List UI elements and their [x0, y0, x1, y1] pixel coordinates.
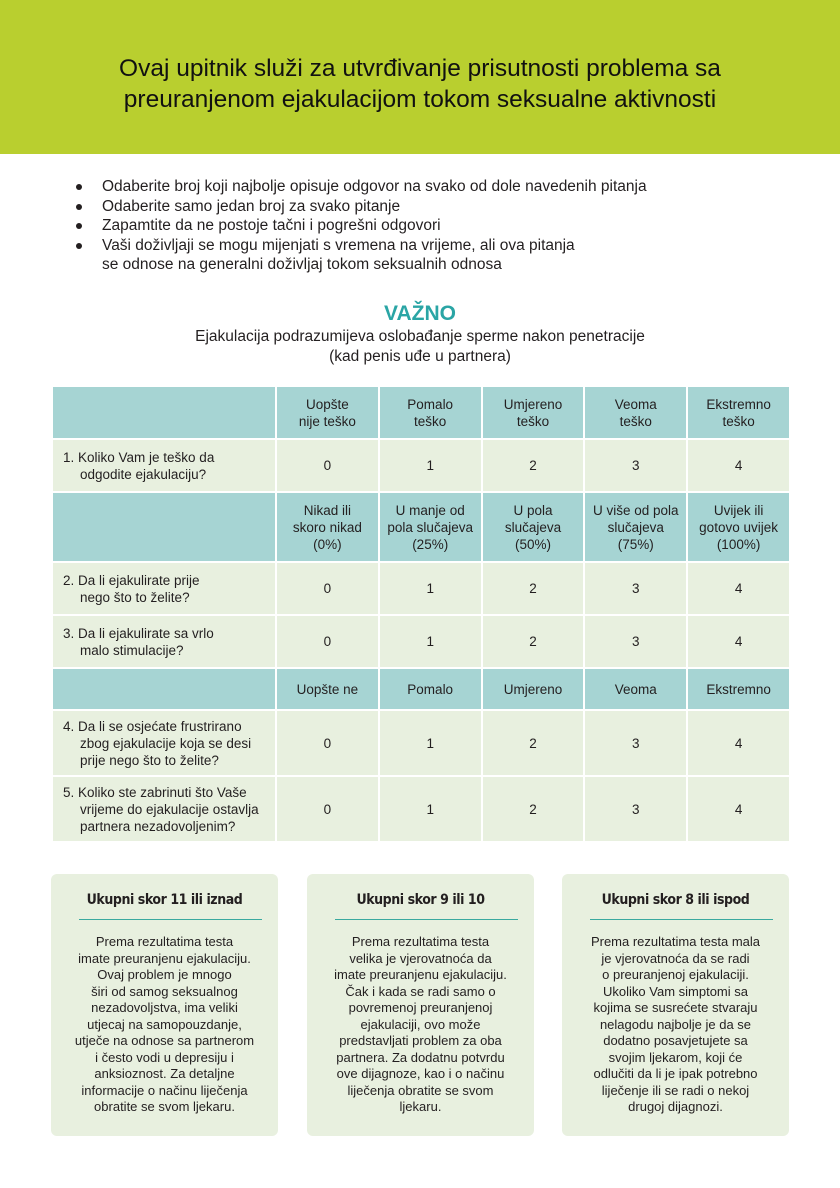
card-line: Čak i kada se radi samo o	[345, 983, 496, 999]
question-line: 2. Da li ejakulirate prije	[63, 572, 200, 588]
header-line: teško	[722, 413, 755, 429]
answer-option-header: Uopšte ne	[276, 668, 379, 710]
card-line: liječenja obratite se svom	[347, 1082, 494, 1098]
question-line: vrijeme do ejakulacije ostavlja	[80, 801, 259, 817]
instructions-list	[76, 177, 756, 275]
header-line: U manje od	[395, 502, 465, 518]
instruction-item	[76, 177, 756, 197]
question-row	[52, 776, 790, 842]
questionnaire-table	[51, 385, 791, 843]
card-line: je vjerovatnoća da se radi	[601, 950, 750, 966]
answer-header-row	[52, 386, 790, 439]
answer-option-header	[482, 492, 585, 562]
card-text	[321, 934, 520, 1116]
bullet-icon	[76, 204, 82, 210]
score-option[interactable]: 2	[482, 615, 585, 668]
header-line: Uvijek ili	[713, 502, 764, 518]
question-text	[52, 562, 276, 615]
score-option[interactable]: 2	[482, 710, 585, 776]
card-line: utječe na odnose sa partnerom	[74, 1033, 255, 1048]
question-line: malo stimulacije?	[80, 642, 184, 658]
score-option[interactable]: 4	[687, 562, 790, 615]
answer-option-header	[584, 386, 687, 439]
instruction-item	[76, 236, 756, 275]
header-line: Umjereno	[503, 396, 563, 412]
question-row	[52, 615, 790, 668]
question-line: zbog ejakulacije koja se desi	[80, 735, 252, 751]
answer-option-header	[584, 492, 687, 562]
header-line: slučajeva	[607, 519, 664, 535]
score-option[interactable]: 0	[276, 562, 379, 615]
question-text	[52, 439, 276, 492]
score-option[interactable]: 3	[584, 776, 687, 842]
score-option[interactable]: 0	[276, 710, 379, 776]
card-line: odlučiti da li je ipak potrebno	[593, 1066, 758, 1081]
header-line: skoro nikad	[292, 519, 362, 535]
instruction-text: Zapamtite da ne postoje tačni i pogrešni odgovori	[102, 217, 441, 234]
question-line: 5. Koliko ste zabrinuti što Vaše	[63, 784, 247, 800]
card-divider	[590, 919, 773, 920]
header-line: Uopšte	[306, 396, 349, 412]
answer-header-row	[52, 668, 790, 710]
card-line: Prema rezultatima testa	[351, 934, 490, 949]
header-line: (0%)	[313, 536, 342, 552]
question-row	[52, 562, 790, 615]
score-option[interactable]: 0	[276, 615, 379, 668]
card-line: utjecaj na samopouzdanje,	[87, 1016, 242, 1032]
card-title: Ukupni skor 9 ili 10	[356, 892, 485, 908]
question-line: nego što to želite?	[80, 589, 190, 605]
answer-option-header	[379, 386, 482, 439]
question-text	[52, 776, 276, 842]
header-line: (50%)	[514, 536, 551, 552]
card-line: Ukoliko Vam simptomi sa	[603, 983, 748, 999]
header-line: Ekstremno	[706, 396, 771, 412]
score-option[interactable]: 3	[584, 562, 687, 615]
card-divider	[79, 919, 262, 920]
important-line: Ejakulacija podrazumijeva oslobađanje sperme nakon penetracije	[195, 328, 645, 345]
answer-option-header: Veoma	[584, 668, 687, 710]
header-empty-cell	[52, 492, 276, 562]
instruction-item	[76, 216, 756, 236]
card-line: i često vodi u depresiju i	[95, 1049, 234, 1065]
score-option[interactable]: 4	[687, 776, 790, 842]
header-line: U pola	[513, 502, 553, 518]
header-line: (75%)	[617, 536, 654, 552]
header-line: Pomalo	[407, 396, 454, 412]
score-option[interactable]: 4	[687, 615, 790, 668]
header-banner	[0, 0, 840, 154]
score-option[interactable]: 0	[276, 776, 379, 842]
answer-option-header	[276, 492, 379, 562]
score-option[interactable]: 1	[379, 615, 482, 668]
score-card-medium	[307, 874, 534, 1136]
header-line: slučajeva	[504, 519, 562, 535]
answer-option-header	[482, 386, 585, 439]
header-line: teško	[619, 413, 652, 429]
bullet-icon	[76, 243, 82, 249]
card-line: ejakulaciji, ovo može	[360, 1016, 481, 1032]
card-line: partnera. Za dodatnu potvrdu	[336, 1049, 505, 1065]
card-text	[576, 934, 775, 1116]
bullet-icon	[76, 223, 82, 229]
question-row	[52, 439, 790, 492]
score-option[interactable]: 1	[379, 562, 482, 615]
answer-option-header: Pomalo	[379, 668, 482, 710]
card-line: predstavljati problem za oba	[339, 1033, 502, 1048]
card-divider	[335, 919, 518, 920]
score-option[interactable]: 3	[584, 439, 687, 492]
card-line: imate preuranjenu ejakulaciju.	[78, 950, 251, 966]
header-line: (25%)	[412, 536, 449, 552]
header-empty-cell	[52, 668, 276, 710]
title-line: preuranjenom ejakulacijom tokom seksualne aktivnosti	[123, 86, 717, 113]
important-note	[0, 327, 840, 366]
instruction-item	[76, 197, 756, 217]
title-line: Ovaj upitnik služi za utvrđivanje prisutnosti problema sa	[119, 55, 721, 82]
question-line: 4. Da li se osjećate frustrirano	[63, 718, 242, 734]
score-option[interactable]: 3	[584, 710, 687, 776]
score-option[interactable]: 2	[482, 776, 585, 842]
score-card-high	[51, 874, 278, 1136]
question-line: odgodite ejakulaciju?	[80, 466, 207, 482]
score-option[interactable]: 2	[482, 439, 585, 492]
card-title: Ukupni skor 8 ili ispod	[601, 892, 750, 908]
card-line: velika je vjerovatnoća da	[349, 950, 492, 966]
score-option[interactable]: 4	[687, 439, 790, 492]
card-line: o preuranjenoj ejakulaciji.	[602, 967, 749, 982]
important-line: (kad penis uđe u partnera)	[329, 347, 511, 365]
card-line: nelagodu najbolje je da se	[599, 1016, 752, 1032]
card-title: Ukupni skor 11 ili iznad	[86, 892, 243, 908]
card-line: kojima se susrećete stvaraju	[593, 1000, 758, 1015]
header-line: U više od pola	[593, 502, 679, 518]
answer-option-header: Umjereno	[482, 668, 585, 710]
answer-option-header: Ekstremno	[687, 668, 790, 710]
instruction-text: Odaberite samo jedan broj za svako pitanje	[102, 197, 401, 215]
score-option[interactable]: 1	[379, 776, 482, 842]
card-line: imate preuranjenu ejakulaciju.	[334, 967, 507, 982]
header-line: teško	[414, 413, 447, 429]
card-line: povremenoj preuranjenoj	[348, 1000, 493, 1015]
card-line: dodatno posavjetujete sa	[603, 1033, 748, 1048]
card-line: Ovaj problem je mnogo	[97, 967, 232, 982]
card-line: liječenje ili se radi o nekoj	[601, 1082, 750, 1098]
question-line: partnera nezadovoljenim?	[80, 818, 236, 834]
card-line: anksioznost. Za detaljne	[94, 1066, 235, 1081]
score-option[interactable]: 1	[379, 710, 482, 776]
answer-header-row	[52, 492, 790, 562]
score-option[interactable]: 1	[379, 439, 482, 492]
header-line: nije teško	[298, 413, 356, 429]
header-empty-cell	[52, 386, 276, 439]
card-line: nezadovoljstva, ima veliki	[91, 1000, 238, 1015]
score-option[interactable]: 2	[482, 562, 585, 615]
card-text	[65, 934, 264, 1116]
header-line: pola slučajeva	[387, 519, 473, 535]
card-line: ove dijagnoze, kao i o načinu	[336, 1066, 505, 1081]
bullet-icon	[76, 184, 82, 190]
question-text	[52, 615, 276, 668]
header-line: Nikad ili	[303, 502, 352, 518]
instruction-text: Odaberite broj koji najbolje opisuje odgovor na svako od dole navedenih pitanja	[102, 178, 647, 195]
page-title	[40, 53, 800, 115]
question-line: 1. Koliko Vam je teško da	[63, 449, 215, 465]
answer-option-header	[379, 492, 482, 562]
score-card-low	[562, 874, 789, 1136]
question-text	[52, 710, 276, 776]
score-option[interactable]: 4	[687, 710, 790, 776]
header-line: (100%)	[716, 536, 761, 552]
card-line: drugoj dijagnozi.	[628, 1099, 723, 1114]
question-line: prije nego što to želite?	[80, 752, 219, 768]
card-line: obratite se svom ljekaru.	[94, 1099, 235, 1114]
question-line: 3. Da li ejakulirate sa vrlo	[63, 625, 214, 641]
answer-option-header	[276, 386, 379, 439]
important-heading: VAŽNO	[384, 302, 456, 325]
card-line: Prema rezultatima testa mala	[590, 934, 761, 949]
instruction-text: Vaši doživljaji se mogu mijenjati s vremena na vrijeme, ali ova pitanja	[102, 236, 575, 254]
header-line: teško	[516, 413, 550, 429]
question-row	[52, 710, 790, 776]
card-line: informacije o načinu liječenja	[81, 1082, 248, 1098]
card-line: širi od samog seksualnog	[91, 983, 238, 999]
instruction-text: se odnose na generalni doživljaj tokom seksualnih odnosa	[102, 256, 502, 273]
header-line: gotovo uvijek	[699, 519, 778, 535]
header-line: Veoma	[614, 396, 657, 412]
card-line: svojim ljekarom, koji će	[608, 1049, 743, 1065]
answer-option-header	[687, 386, 790, 439]
card-line: ljekaru.	[399, 1099, 442, 1114]
score-option[interactable]: 3	[584, 615, 687, 668]
score-option[interactable]: 0	[276, 439, 379, 492]
answer-option-header	[687, 492, 790, 562]
card-line: Prema rezultatima testa	[95, 934, 234, 949]
